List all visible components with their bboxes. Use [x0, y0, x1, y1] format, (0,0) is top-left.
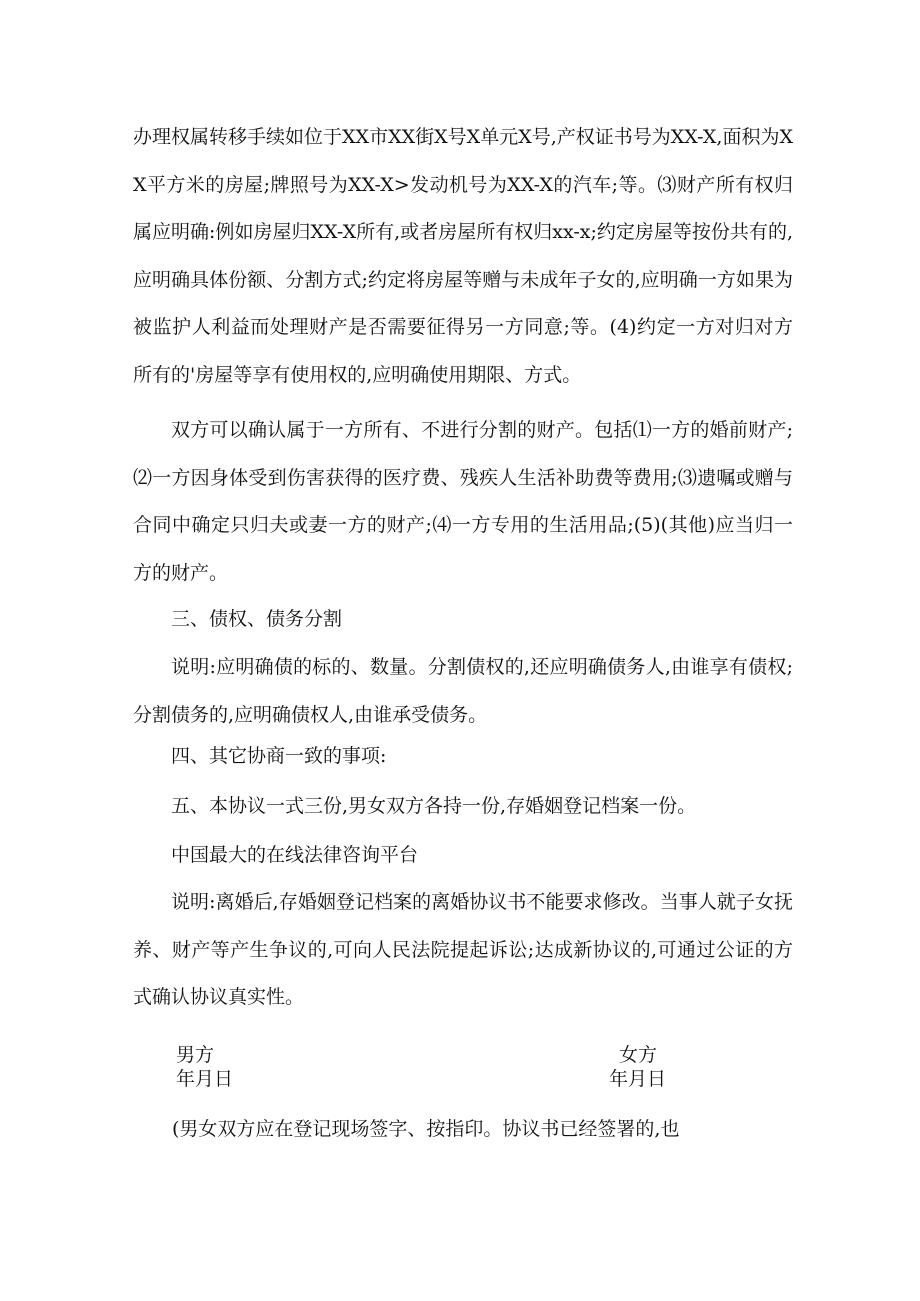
separate-property-clause: 双方可以确认属于一方所有、不进行分割的财产。包括⑴一方的婚前财产;⑵一方因身体受到伤害获得的医疗费、残疾人生活补助费等费用;⑶遗嘱或赠与合同中确定只归夫或妻一方的财产;⑷一方专用的生活用品;(5)(其他)应当归一方的财产。: [133, 419, 793, 584]
platform-note: 中国最大的在线法律咨询平台: [171, 844, 419, 866]
male-signature-date: 年月日: [176, 1068, 234, 1090]
signing-instruction-note: (男女双方应在登记现场签字、按指印。协议书已经签署的,也: [172, 1118, 680, 1140]
modification-note: 说明:离婚后,存婚姻登记档案的离婚协议书不能要求修改。当事人就子女抚养、财产等产生争议的,可向人民法院提起诉讼;达成新协议的,可通过公证的方式确认协议真实性。: [133, 891, 793, 1008]
female-signature-date: 年月日: [609, 1068, 667, 1090]
section-three-heading: 三、债权、债务分割: [171, 608, 343, 630]
section-five-heading: 五、本协议一式三份,男女双方各持一份,存婚姻登记档案一份。: [171, 795, 697, 817]
female-signature-label: 女方: [619, 1044, 658, 1066]
property-ownership-clause: 办理权属转移手续如位于XX市XX街X号X单元X号,产权证书号为XX-X,面积为XX平方米的房屋;牌照号为XX-X>发动机号为XX-X的汽车;等。⑶财产所有权归属应明确:例如房屋归XX-X所有,或者房屋所有权归xx-x;约定房屋等按份共有的,应明确具体份额、分割方式;约定将房屋等赠与未成年子女的,应明确一方如果为被监护人利益而处理财产是否需要征得另一方同意;等。(4)约定一方对归对方所有的'房屋等享有使用权的,应明确使用期限、方式。: [133, 126, 793, 386]
section-four-heading: 四、其它协商一致的事项:: [171, 745, 387, 767]
male-signature-label: 男方: [176, 1044, 215, 1066]
section-three-note: 说明:应明确债的标的、数量。分割债权的,还应明确债务人,由谁享有债权;分割债务的,应明确债权人,由谁承受债务。: [133, 656, 793, 726]
